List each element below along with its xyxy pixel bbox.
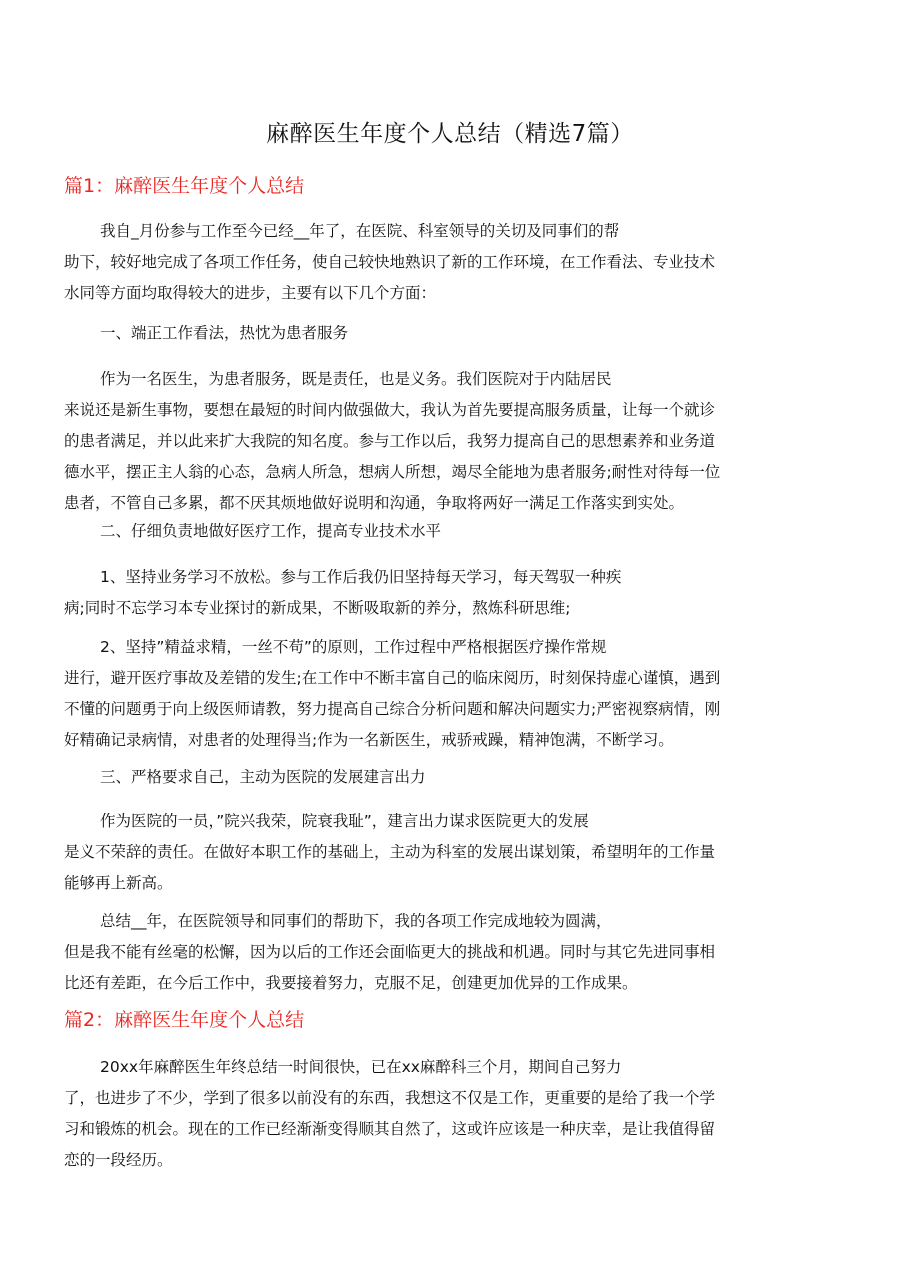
- paragraph-line: 不懂的问题勇于向上级医师请教，努力提高自己综合分析问题和解决问题实力;严密视察病情，刚: [64, 700, 721, 718]
- paragraph-line: 2、坚持”精益求精，一丝不苟”的原则，工作过程中严格根据医疗操作常规: [100, 638, 607, 656]
- paragraph-line: 我自_月份参与工作至今已经__年了，在医院、科室领导的关切及同事们的帮: [100, 222, 620, 240]
- paragraph-line: 能够再上新高。: [64, 874, 173, 892]
- paragraph-line: 了，也进步了不少，学到了很多以前没有的东西，我想这不仅是工作，更重要的是给了我一个学: [64, 1089, 716, 1107]
- paragraph-line: 但是我不能有丝毫的松懈，因为以后的工作还会面临更大的挑战和机遇。同时与其它先进同事相: [64, 943, 716, 961]
- section-1-heading: 篇1：麻醉医生年度个人总结: [64, 175, 305, 197]
- section-1-paragraph-2: [64, 364, 844, 519]
- section-2-heading: 篇2：麻醉医生年度个人总结: [64, 1009, 305, 1031]
- paragraph-line: 恋的一段经历。: [64, 1151, 173, 1169]
- paragraph-line: 作为一名医生，为患者服务，既是责任，也是义务。我们医院对于内陆居民: [100, 370, 612, 388]
- subheading-2: 二、仔细负责地做好医疗工作，提高专业技术水平: [100, 522, 442, 540]
- section-1-paragraph-5: [64, 806, 844, 899]
- section-1-paragraph-1: [64, 216, 844, 309]
- paragraph-line: 病;同时不忘学习本专业探讨的新成果，不断吸取新的养分，熬炼科研思维;: [64, 599, 571, 617]
- paragraph-line: 是义不荣辞的责任。在做好本职工作的基础上，主动为科室的发展出谋划策，希望明年的工作量: [64, 843, 716, 861]
- paragraph-line: 水同等方面均取得较大的进步，主要有以下几个方面：: [64, 284, 437, 302]
- subheading-1: 一、端正工作看法，热忱为患者服务: [100, 324, 349, 342]
- paragraph-line: 进行，避开医疗事故及差错的发生;在工作中不断丰富自己的临床阅历，时刻保持虚心谨慎，遇到: [64, 669, 721, 687]
- paragraph-line: 20xx年麻醉医生年终总结一时间很快，已在xx麻醉科三个月，期间自己努力: [100, 1058, 622, 1076]
- paragraph-line: 1、坚持业务学习不放松。参与工作后我仍旧坚持每天学习，每天驾驭一种疾: [100, 568, 622, 586]
- section-1-paragraph-4: [64, 632, 844, 756]
- paragraph-line: 作为医院的一员，”院兴我荣，院衰我耻”，建言出力谋求医院更大的发展: [100, 812, 589, 830]
- section-1-paragraph-3: [64, 562, 844, 624]
- paragraph-line: 德水平，摆正主人翁的心态，急病人所急，想病人所想，竭尽全能地为患者服务;耐性对待每一位: [64, 463, 721, 481]
- paragraph-line: 患者，不管自己多累，都不厌其烦地做好说明和沟通，争取将两好一满足工作落实到实处。: [64, 494, 685, 512]
- section-2-paragraph-1: [64, 1052, 844, 1176]
- paragraph-line: 的患者满足，并以此来扩大我院的知名度。参与工作以后，我努力提高自己的思想素养和业务道: [64, 432, 716, 450]
- paragraph-line: 好精确记录病情，对患者的处理得当;作为一名新医生，戒骄戒躁，精神饱满，不断学习。: [64, 731, 674, 749]
- section-1-paragraph-6: [64, 906, 844, 999]
- document-title: 麻醉医生年度个人总结（精选7篇）: [266, 121, 634, 147]
- paragraph-line: 习和锻炼的机会。现在的工作已经渐渐变得顺其自然了，这或许应该是一种庆幸，是让我值得留: [64, 1120, 716, 1138]
- paragraph-line: 比还有差距，在今后工作中，我要接着努力，克服不足，创建更加优异的工作成果。: [64, 974, 638, 992]
- paragraph-line: 来说还是新生事物，要想在最短的时间内做强做大，我认为首先要提高服务质量，让每一个就诊: [64, 401, 716, 419]
- paragraph-line: 助下，较好地完成了各项工作任务，使自己较快地熟识了新的工作环境，在工作看法、专业技术: [64, 253, 716, 271]
- paragraph-line: 总结__年，在医院领导和同事们的帮助下，我的各项工作完成地较为圆满，: [100, 912, 612, 930]
- subheading-3: 三、严格要求自己，主动为医院的发展建言出力: [100, 768, 426, 786]
